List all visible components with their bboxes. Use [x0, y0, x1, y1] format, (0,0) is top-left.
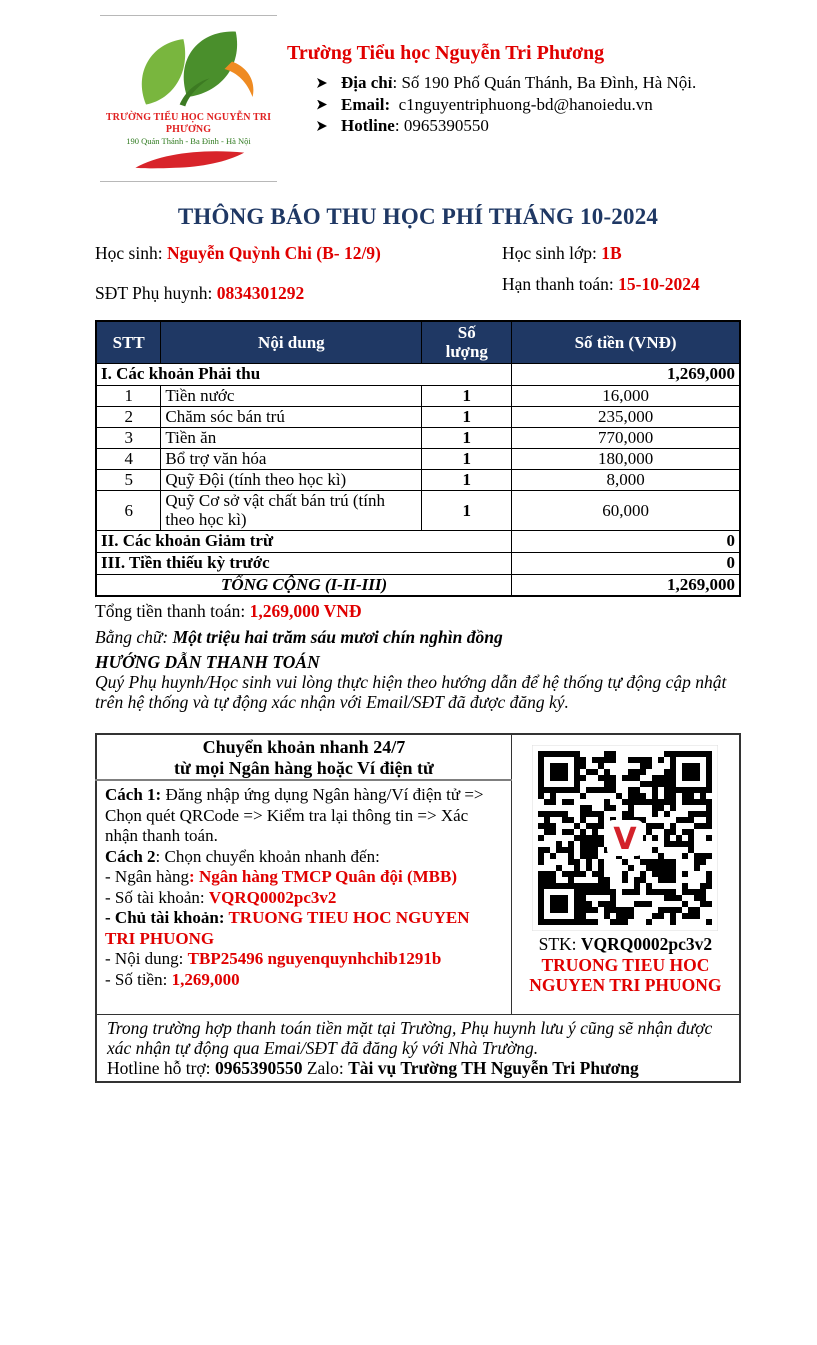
school-name: Trường Tiểu học Nguyễn Tri Phương: [287, 42, 605, 64]
parent-phone: 0834301292: [216, 283, 305, 303]
total-payment-line: [95, 601, 362, 622]
fee-row: [96, 385, 740, 406]
contact-address-row: [287, 72, 747, 94]
support-hotline-value: 0965390550: [214, 1057, 303, 1078]
email-value: c1nguyentriphuong-bd@hanoiedu.vn: [390, 94, 653, 114]
fee-row-qty: 1: [422, 469, 512, 490]
leaves-icon: [114, 26, 264, 112]
memo-label: - Nội dung:: [105, 949, 188, 968]
section-previous-balance-label: III. Tiền thiếu kỳ trước: [96, 552, 512, 574]
school-header: [287, 42, 747, 137]
method-2: [105, 847, 503, 868]
transfer-header-line2: từ mọi Ngân hàng hoặc Ví điện tử: [173, 758, 434, 778]
col-header-amount: Số tiền (VNĐ): [512, 321, 740, 363]
fee-row-amount: 770,000: [512, 427, 740, 448]
fee-row-qty: 1: [422, 385, 512, 406]
fee-row-qty: 1: [422, 490, 512, 530]
amount-label: - Số tiền:: [105, 969, 172, 989]
total-payment-value: 1,269,000 VNĐ: [249, 601, 362, 621]
fee-row-name: Tiền nước: [161, 385, 422, 406]
fee-row-name: Tiền ăn: [161, 427, 422, 448]
total-row: [96, 574, 740, 596]
section-deductions-label: II. Các khoản Giảm trừ: [96, 530, 512, 552]
fee-row-name: Quỹ Đội (tính theo học kì): [161, 469, 422, 490]
fee-row-name: Bổ trợ văn hóa: [161, 448, 422, 469]
zalo-label: Zalo:: [302, 1057, 349, 1078]
page-title: THÔNG BÁO THU HỌC PHÍ THÁNG 10-2024: [177, 204, 659, 229]
col-header-stt: STT: [96, 321, 161, 363]
cash-payment-note: Trong trường hợp thanh toán tiền mặt tại Trường, Phụ huynh lưu ý cũng sẽ nhận được xác nhận tự động qua Emai/SĐT đã đăng ký với Nhà Trường.: [107, 1017, 713, 1058]
holder-line: [105, 908, 503, 949]
support-hotline-line: [107, 1058, 729, 1078]
qr-stk-line: [512, 934, 739, 955]
payment-box: [95, 733, 741, 1083]
student-name: Nguyễn Quỳnh Chi (B- 12/9): [166, 243, 381, 263]
section-row-receivables: [96, 363, 740, 385]
section-receivables-amount: 1,269,000: [512, 363, 740, 385]
svg-text:V: V: [613, 822, 637, 857]
method-1-text: Đăng nhập ứng dụng Ngân hàng/Ví điện tử => Chọn quét QRCode => Kiểm tra lại thông tin => Xác nhận thanh toán.: [105, 785, 488, 845]
fee-row-stt: 2: [96, 406, 161, 427]
fee-row-stt: 5: [96, 469, 161, 490]
transfer-instructions: [96, 780, 511, 1014]
contact-hotline-row: [287, 115, 747, 137]
account-value: VQRQ0002pc3v2: [208, 887, 337, 907]
arrow-bullet-icon: [317, 78, 327, 88]
qr-panel: [511, 734, 740, 1014]
memo-value: TBP25496 nguyenquynhchib1291b: [187, 949, 442, 968]
due-date: 15-10-2024: [618, 274, 700, 294]
method-2-text: : Chọn chuyển khoản nhanh đến:: [155, 846, 380, 866]
total-amount: 1,269,000: [512, 574, 740, 596]
email-label: Email:: [341, 94, 391, 114]
student-name-label: Học sinh:: [95, 243, 167, 263]
zalo-value: Tài vụ Trường TH Nguyễn Tri Phương: [348, 1057, 639, 1078]
due-date-label: Hạn thanh toán:: [502, 274, 619, 294]
col-header-content: Nội dung: [161, 321, 422, 363]
fee-row-qty: 1: [422, 448, 512, 469]
fee-row-amount: 16,000: [512, 385, 740, 406]
fee-row-qty: 1: [422, 406, 512, 427]
section-row-deductions: [96, 530, 740, 552]
hotline-value: : 0965390550: [394, 116, 489, 135]
fee-row-stt: 6: [96, 490, 161, 530]
amount-line: [105, 970, 503, 991]
fee-row-name: Quỹ Cơ sở vật chất bán trú (tính theo học kì): [161, 490, 422, 530]
account-label: - Số tài khoản:: [105, 887, 209, 907]
holder-label: - Chủ tài khoản:: [105, 908, 229, 927]
fee-row-stt: 4: [96, 448, 161, 469]
holder-value: TRUONG TIEU HOC NGUYEN TRI PHUONG: [105, 908, 470, 948]
student-class-row: [502, 243, 622, 264]
amount-in-words-value: Một triệu hai trăm sáu mươi chín nghìn đồng: [172, 627, 503, 647]
fee-row-stt: 3: [96, 427, 161, 448]
support-hotline-label: Hotline hỗ trợ:: [107, 1057, 215, 1078]
qr-code-icon: [532, 745, 718, 931]
qr-holder-line2: NGUYEN TRI PHUONG: [529, 975, 722, 995]
memo-line: [105, 949, 503, 970]
bank-value: : Ngân hàng TMCP Quân đội (MBB): [189, 867, 457, 886]
transfer-header: [96, 734, 511, 780]
section-receivables-label: I. Các khoản Phải thu: [96, 363, 512, 385]
method-2-label: Cách 2: [105, 846, 156, 866]
logo-address: 190 Quán Thánh - Ba Đình - Hà Nội: [126, 136, 251, 146]
method-1: [105, 785, 503, 847]
arrow-bullet-icon: [317, 121, 327, 131]
fee-row: [96, 406, 740, 427]
payment-guide-text: Quý Phụ huynh/Học sinh vui lòng thực hiện theo hướng dẫn để hệ thống tự động cập nhật trên hệ thống và tự động xác nhận với Email/SĐT đã được đăng ký.: [95, 672, 727, 712]
logo-school-name: TRƯỜNG TIỂU HỌC NGUYỄN TRI PHƯƠNG: [105, 112, 272, 135]
payment-guide-title: HƯỚNG DẪN THANH TOÁN: [95, 652, 320, 672]
qr-stk-label: STK:: [538, 934, 581, 954]
fee-row: [96, 427, 740, 448]
fee-row: [96, 448, 740, 469]
method-1-label: Cách 1:: [105, 785, 162, 804]
transfer-header-line1: Chuyển khoản nhanh 24/7: [202, 737, 406, 757]
fee-row: [96, 490, 740, 530]
bank-label: - Ngân hàng: [105, 867, 190, 886]
section-row-previous-balance: [96, 552, 740, 574]
arrow-bullet-icon: [317, 100, 327, 110]
fee-row-stt: 1: [96, 385, 161, 406]
account-line: [105, 888, 503, 909]
section-previous-balance-amount: 0: [512, 552, 740, 574]
student-name-row: [95, 243, 381, 264]
qr-holder-line1: TRUONG TIEU HOC: [541, 955, 710, 975]
amount-in-words-line: [95, 627, 503, 648]
due-date-row: [502, 274, 714, 295]
parent-phone-label: SĐT Phụ huynh:: [95, 283, 217, 303]
fee-row-amount: 235,000: [512, 406, 740, 427]
qr-stk-value: VQRQ0002pc3v2: [580, 934, 713, 954]
fee-row-qty: 1: [422, 427, 512, 448]
address-label: Địa chỉ: [341, 73, 393, 92]
hotline-label: Hotline: [341, 116, 395, 135]
col-header-qty-label: Số lượng: [445, 323, 488, 362]
total-payment-label: Tổng tiền thanh toán:: [95, 601, 250, 621]
section-deductions-amount: 0: [512, 530, 740, 552]
amount-in-words-label: Bằng chữ:: [95, 627, 173, 647]
col-header-qty: [422, 321, 512, 363]
fee-row-name: Chăm sóc bán trú: [161, 406, 422, 427]
fee-row: [96, 469, 740, 490]
fee-row-amount: 180,000: [512, 448, 740, 469]
student-class-label: Học sinh lớp:: [502, 243, 602, 263]
school-logo: [100, 15, 277, 182]
fee-row-amount: 60,000: [512, 490, 740, 530]
fee-row-amount: 8,000: [512, 469, 740, 490]
amount-value: 1,269,000: [171, 969, 240, 989]
student-class: 1B: [601, 243, 622, 263]
red-swoosh-icon: [129, 147, 249, 171]
total-label: TỔNG CỘNG (I-II-III): [96, 574, 512, 596]
footer-note-cell: [96, 1014, 740, 1082]
bank-line: [105, 867, 503, 888]
address-value: : Số 190 Phố Quán Thánh, Ba Đình, Hà Nội.: [392, 73, 697, 92]
contact-email-row: [287, 94, 747, 116]
fee-table-header-row: [96, 321, 740, 363]
fee-table: [95, 320, 741, 597]
parent-phone-row: [95, 283, 304, 304]
